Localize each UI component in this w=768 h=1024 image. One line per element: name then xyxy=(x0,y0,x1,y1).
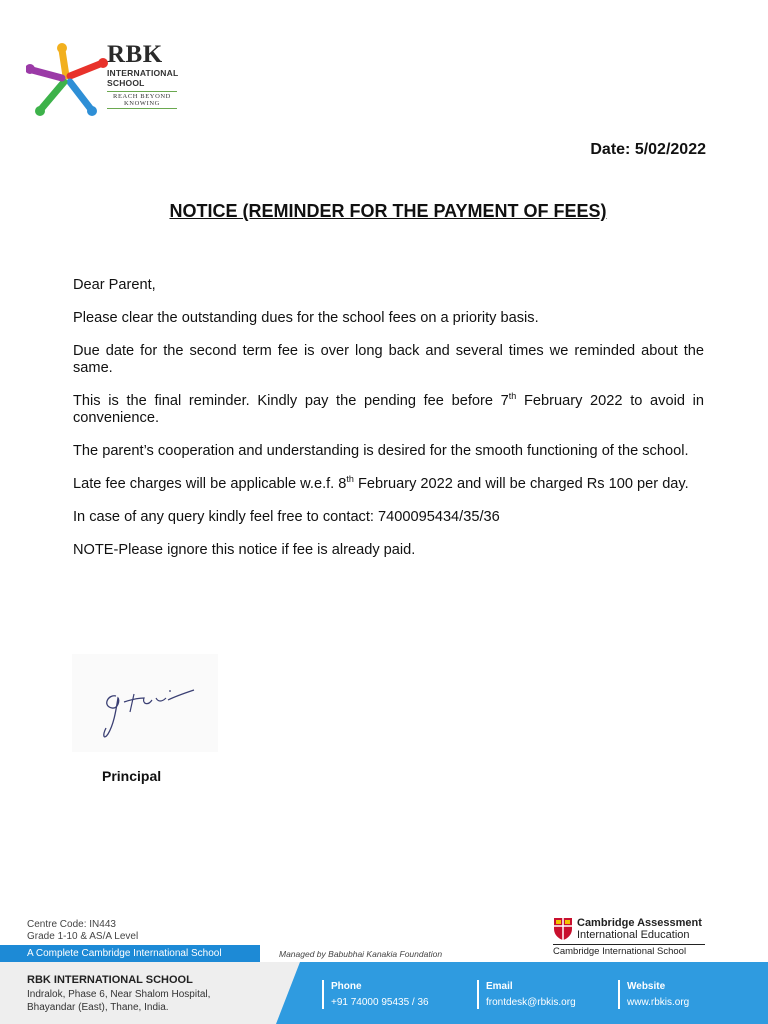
phone-label: Phone xyxy=(331,981,362,992)
cambridge-logo xyxy=(553,917,705,958)
address-line-2: Bhayandar (East), Thane, India. xyxy=(27,1002,169,1013)
notice-title: NOTICE (REMINDER FOR THE PAYMENT OF FEES) xyxy=(169,201,607,221)
p5-sup: th xyxy=(346,474,354,485)
brand-name: RBK xyxy=(107,41,163,68)
cambridge-shield-icon xyxy=(553,917,573,941)
hands-star-logo-icon xyxy=(26,42,110,116)
notice-date: Date: 5/02/2022 xyxy=(590,141,706,158)
email-value[interactable]: frontdesk@rbkis.org xyxy=(486,997,576,1008)
email-label: Email xyxy=(486,981,513,992)
footer-email xyxy=(477,980,576,1009)
centre-info xyxy=(27,919,138,943)
brand-line-2: SCHOOL xyxy=(107,78,145,88)
footer-address xyxy=(27,988,210,1014)
paragraph-4: The parent’s cooperation and understanding is desired for the smooth functioning of the school. xyxy=(73,443,689,459)
address-line-1: Indralok, Phase 6, Near Shalom Hospital, xyxy=(27,989,211,1000)
grades: Grade 1-10 & AS/A Level xyxy=(27,931,139,942)
paragraph-6: In case of any query kindly feel free to contact: 7400095434/35/36 xyxy=(73,509,500,525)
paragraph-2: Due date for the second term fee is over long back and several times we reminded about the same. xyxy=(73,343,704,376)
cambridge-strip xyxy=(0,945,260,962)
strip-text: A Complete Cambridge International School xyxy=(27,948,222,959)
paragraph-3 xyxy=(73,393,704,427)
footer-bar xyxy=(0,962,768,1024)
school-brand xyxy=(107,42,178,109)
notice-body xyxy=(73,277,704,575)
p3-part-a: This is the final reminder. Kindly pay the pending fee before 7 xyxy=(73,393,509,409)
managed-by: Managed by Babubhai Kanakia Foundation xyxy=(279,949,443,959)
p5-part-a: Late fee charges will be applicable w.e.f. 8 xyxy=(73,476,347,492)
paragraph-7: NOTE-Please ignore this notice if fee is already paid. xyxy=(73,542,416,558)
website-value[interactable]: www.rbkis.org xyxy=(627,997,690,1008)
footer-phone xyxy=(322,980,429,1009)
website-label: Website xyxy=(627,981,666,992)
phone-value: +91 74000 95435 / 36 xyxy=(331,997,429,1008)
footer-website xyxy=(618,980,689,1009)
paragraph-1: Please clear the outstanding dues for the school fees on a priority basis. xyxy=(73,310,539,326)
handwritten-signature xyxy=(72,654,218,752)
brand-tagline xyxy=(107,91,177,109)
cambridge-line-2: International Education xyxy=(577,929,690,941)
greeting: Dear Parent, xyxy=(73,277,156,293)
p5-part-b: February 2022 and will be charged Rs 100 per day. xyxy=(353,476,689,492)
cambridge-line-1: Cambridge Assessment xyxy=(577,917,702,929)
paragraph-5 xyxy=(73,476,704,493)
footer-school-name: RBK INTERNATIONAL SCHOOL xyxy=(27,974,193,986)
cambridge-line-3: Cambridge International School xyxy=(553,944,705,958)
brand-line-1: INTERNATIONAL xyxy=(107,68,179,78)
p3-sup: th xyxy=(508,391,517,402)
p3-part-b: February 2022 to avoid in convenience. xyxy=(73,393,704,426)
signatory-role: Principal xyxy=(102,768,162,784)
tagline-2: KNOWING xyxy=(124,100,160,107)
centre-code: Centre Code: IN443 xyxy=(27,919,116,930)
tagline-1: REACH BEYOND xyxy=(113,93,171,100)
